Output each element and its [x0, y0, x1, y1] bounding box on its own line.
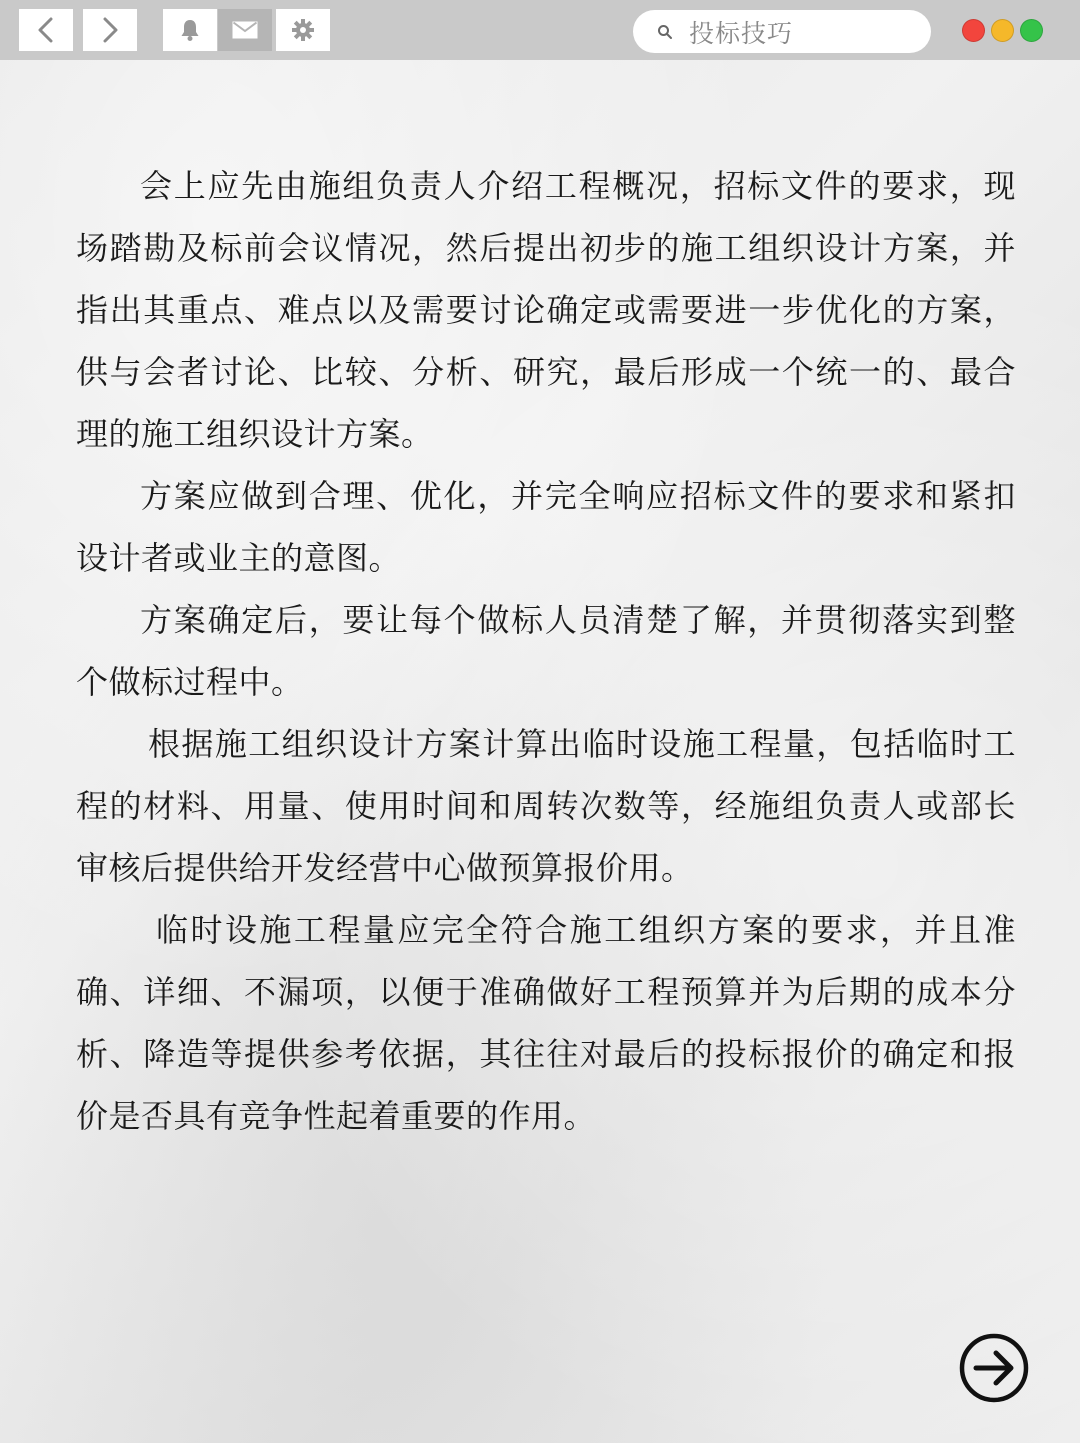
search-text: 投标技巧	[689, 18, 794, 48]
search-input[interactable]	[633, 10, 931, 53]
paragraph: 根据施工组织设计方案计算出临时设施工程量，包括临时工程的材料、用量、使用时间和周转次数等，经施组负责人或部长审核后提供给开发经营中心做预算报价用。	[76, 725, 1016, 887]
notifications-button[interactable]	[163, 9, 217, 51]
paragraph: 会上应先由施组负责人介绍工程概况，招标文件的要求，现场踏勘及标前会议情况，然后提出初步的施工组织设计方案，并指出其重点、难点以及需要讨论确定或需要进一步优化的方案，供与会者讨论、比较、分析、研究，最后形成一个统一的、最合理的施工组织设计方案。	[76, 167, 1016, 453]
chevron-left-icon	[35, 17, 57, 43]
forward-button[interactable]	[83, 9, 137, 51]
next-page-button[interactable]	[958, 1332, 1030, 1404]
maximize-window-button[interactable]	[1020, 19, 1043, 42]
paragraph: 方案确定后，要让每个做标人员清楚了解，并贯彻落实到整个做标过程中。	[76, 601, 1016, 701]
chevron-right-icon	[99, 17, 121, 43]
paragraph: 方案应做到合理、优化，并完全响应招标文件的要求和紧扣设计者或业主的意图。	[76, 477, 1016, 577]
arrow-right-circle-icon	[958, 1332, 1030, 1404]
paragraph: 临时设施工程量应完全符合施工组织方案的要求，并且准确、详细、不漏项，以便于准确做好工程预算并为后期的成本分析、降造等提供参考依据，其往往对最后的投标报价的确定和报价是否具有竞争性起着重要的作用。	[76, 911, 1016, 1135]
mail-button[interactable]	[218, 9, 272, 51]
window-controls	[962, 19, 1043, 45]
close-window-button[interactable]	[962, 19, 985, 42]
back-button[interactable]	[19, 9, 73, 51]
gear-icon	[291, 18, 315, 42]
minimize-window-button[interactable]	[991, 19, 1014, 42]
top-toolbar	[0, 0, 1080, 60]
search-icon	[657, 24, 673, 40]
mail-icon	[232, 21, 258, 39]
bell-icon	[179, 18, 201, 42]
article-body	[76, 155, 1016, 1147]
settings-button[interactable]	[276, 9, 330, 51]
